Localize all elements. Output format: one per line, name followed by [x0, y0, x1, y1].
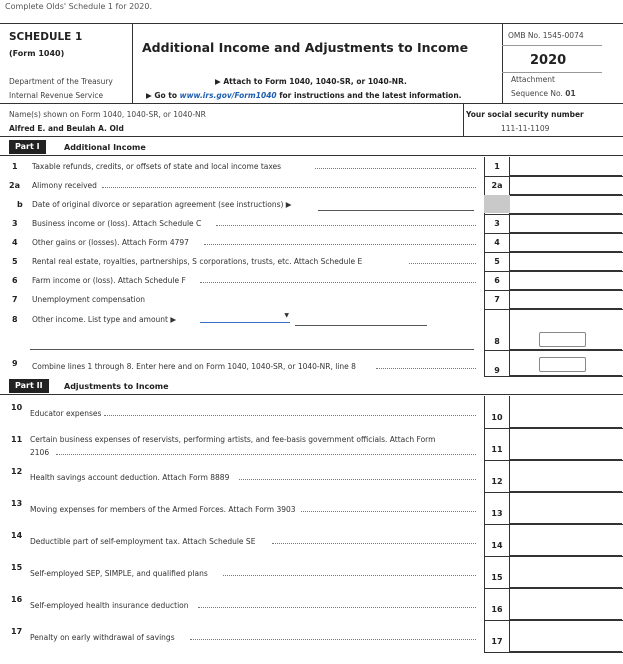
line-box-label: 17 — [484, 620, 510, 652]
line-description: Self-employed SEP, SIMPLE, and qualified plans — [30, 569, 208, 578]
line-description: Unemployment compensation — [32, 295, 146, 304]
dept-label: Department of the Treasury — [9, 77, 113, 86]
chevron-down-icon: ▼ — [284, 312, 289, 319]
amount-cell[interactable] — [510, 492, 622, 524]
taxpayer-name: Alfred E. and Beulah A. Old — [9, 124, 124, 133]
leader-dots — [216, 225, 476, 226]
line-number: 16 — [11, 595, 23, 604]
part2-rule — [0, 394, 623, 395]
line-box-label: 11 — [484, 428, 510, 460]
amount-cell[interactable] — [510, 428, 622, 460]
line-number: 11 — [11, 435, 23, 444]
line-number: 1 — [12, 162, 18, 171]
header-bottom-rule — [0, 103, 623, 104]
leader-dots — [104, 415, 476, 416]
leader-dots — [190, 639, 476, 640]
other-income-type-select[interactable] — [200, 312, 290, 323]
line-number: 14 — [11, 531, 23, 540]
line-description: Alimony received — [32, 181, 97, 190]
leader-dots — [198, 607, 476, 608]
row-rule — [484, 652, 623, 653]
header-divider-right — [502, 23, 503, 103]
line-number: 4 — [12, 238, 18, 247]
amount-cell[interactable] — [510, 290, 622, 309]
irs-form-link[interactable]: www.irs.gov/Form1040 — [179, 91, 277, 100]
line-number: 5 — [12, 257, 18, 266]
amount-cell[interactable] — [510, 176, 622, 195]
line-description-continued: 2106 — [30, 448, 50, 457]
line-box-label: 12 — [484, 460, 510, 492]
line-number: 17 — [11, 627, 23, 636]
attachment-label: Attachment — [511, 75, 555, 84]
sequence-label: Sequence No. 01 — [511, 89, 576, 98]
row-rule — [484, 376, 623, 377]
leader-dots — [102, 187, 476, 188]
line-box-label: 2a — [484, 176, 510, 195]
amount-cell[interactable] — [510, 252, 622, 271]
leader-dots — [301, 511, 477, 512]
part1-title: Additional Income — [64, 143, 146, 152]
line-number: 12 — [11, 467, 23, 476]
line-description: Self-employed health insurance deduction — [30, 601, 189, 610]
header-divider-left — [132, 23, 133, 103]
line-box-label: 14 — [484, 524, 510, 556]
taxpayer-bottom-rule — [0, 136, 623, 137]
line-box-label: 8 — [484, 309, 510, 350]
leader-dots — [204, 244, 476, 245]
line-description: Moving expenses for members of the Armed Forces. Attach Form 3903 — [30, 505, 296, 514]
line-description: Other income. List type and amount ▶ — [32, 315, 177, 324]
form-label: (Form 1040) — [9, 49, 65, 58]
year-rule — [502, 72, 602, 73]
amount-cell[interactable] — [510, 271, 622, 290]
line-number: 3 — [12, 219, 18, 228]
line-description: Penalty on early withdrawal of savings — [30, 633, 175, 642]
line-box-label: 16 — [484, 588, 510, 620]
line-number: 10 — [11, 403, 23, 412]
line-description: Rental real estate, royalties, partnerships, S corporations, trusts, etc. Attach Schedule E — [32, 257, 363, 266]
line-number: 6 — [12, 276, 18, 285]
omb-number: OMB No. 1545-0074 — [508, 31, 584, 40]
schedule-label: SCHEDULE 1 — [9, 31, 83, 43]
line-description: Farm income or (loss). Attach Schedule F — [32, 276, 186, 285]
amount-cell[interactable] — [510, 460, 622, 492]
line-box-label: 9 — [484, 350, 510, 376]
line-number: 8 — [12, 315, 18, 324]
instruction-banner: Complete Olds' Schedule 1 for 2020. — [5, 2, 152, 11]
line-box-label: 3 — [484, 214, 510, 233]
amount-cell[interactable] — [510, 233, 622, 252]
line-9-total-input[interactable] — [539, 357, 586, 372]
line-number: 2a — [9, 181, 20, 190]
name-label: Name(s) shown on Form 1040, 1040-SR, or 1040-NR — [9, 110, 206, 119]
amount-cell[interactable] — [510, 556, 622, 588]
ssn-label: Your social security number — [466, 110, 584, 119]
line-number: 7 — [12, 295, 18, 304]
amount-cell[interactable] — [510, 588, 622, 620]
form-title: Additional Income and Adjustments to Income — [142, 40, 469, 55]
line-number: 9 — [12, 359, 18, 368]
line-box-label: 15 — [484, 556, 510, 588]
ssn-value: 111-11-1109 — [501, 124, 550, 133]
line-number: 15 — [11, 563, 23, 572]
goto-instruction: ▶ Go to www.irs.gov/Form1040 for instructions and the latest information. — [146, 91, 462, 100]
leader-dots — [56, 454, 476, 455]
leader-dots — [376, 368, 476, 369]
leader-dots — [315, 168, 476, 169]
line-description: Combine lines 1 through 8. Enter here and on Form 1040, 1040-SR, or 1040-NR, line 8 — [32, 362, 356, 371]
line-description: Deductible part of self-employment tax. Attach Schedule SE — [30, 537, 256, 546]
amount-cell[interactable] — [510, 524, 622, 556]
sequence-number: 01 — [565, 89, 576, 98]
amount-cell[interactable] — [510, 396, 622, 428]
leader-dots — [272, 543, 476, 544]
part2-title: Adjustments to Income — [64, 382, 169, 391]
line-box-label: 13 — [484, 492, 510, 524]
part2-tag: Part II — [9, 379, 49, 393]
line-description: Certain business expenses of reservists, performing artists, and fee-basis government officials. Attach Form — [30, 435, 436, 444]
line-box-label: 1 — [484, 157, 510, 176]
line-number: b — [17, 200, 23, 209]
other-income-extra-line — [30, 349, 474, 350]
tax-year: 2020 — [530, 53, 567, 68]
header-top-rule — [0, 23, 623, 24]
line-description: Health savings account deduction. Attach Form 8889 — [30, 473, 230, 482]
line-box-label: 7 — [484, 290, 510, 309]
amount-cell[interactable] — [510, 195, 622, 214]
divorce-date-input[interactable] — [318, 210, 474, 211]
line-box-label: 10 — [484, 396, 510, 428]
leader-dots — [223, 575, 476, 576]
line-box-label: 4 — [484, 233, 510, 252]
ssn-divider — [463, 103, 464, 136]
line-description: Business income or (loss). Attach Schedule C — [32, 219, 202, 228]
line-description: Educator expenses — [30, 409, 102, 418]
line-description: Date of original divorce or separation agreement (see instructions) ▶ — [32, 200, 292, 209]
attach-instruction: ▶ Attach to Form 1040, 1040-SR, or 1040-NR. — [215, 77, 407, 86]
leader-dots — [200, 282, 476, 283]
amount-cell[interactable] — [510, 214, 622, 233]
other-income-amount-input[interactable] — [539, 332, 586, 347]
amount-cell[interactable] — [510, 620, 622, 652]
line-box-label: 6 — [484, 271, 510, 290]
line-2b-shaded-box — [484, 195, 510, 213]
line-description: Taxable refunds, credits, or offsets of state and local income taxes — [32, 162, 282, 171]
leader-dots — [239, 479, 476, 480]
other-income-line — [295, 325, 427, 326]
line-description: Other gains or (losses). Attach Form 4797 — [32, 238, 189, 247]
part1-tag: Part I — [9, 140, 46, 154]
omb-rule — [502, 45, 602, 46]
irs-label: Internal Revenue Service — [9, 91, 104, 100]
amount-cell[interactable] — [510, 157, 622, 176]
line-box-label: 5 — [484, 252, 510, 271]
leader-dots — [409, 263, 476, 264]
part1-rule — [0, 155, 623, 156]
line-number: 13 — [11, 499, 23, 508]
